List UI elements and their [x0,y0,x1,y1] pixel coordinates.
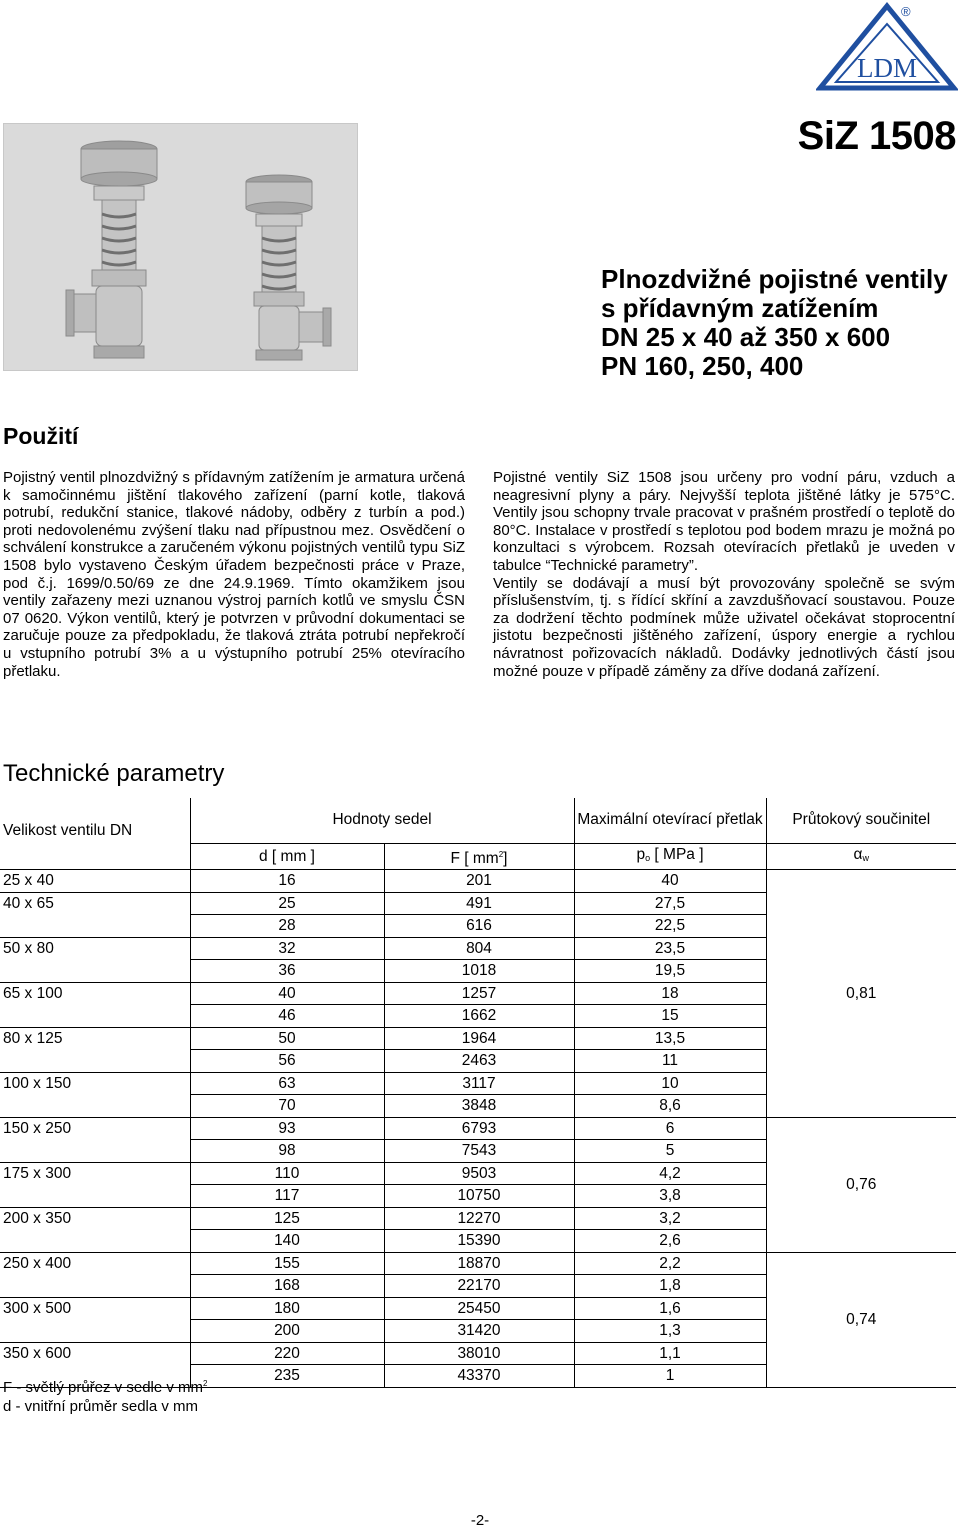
cell-d: 140 [190,1230,384,1253]
cell-F: 15390 [384,1230,574,1253]
col-size-header: Velikost ventilu DN [3,822,133,839]
cell-d: 93 [190,1117,384,1140]
col-flow-header: Průtokový součinitel [766,798,956,843]
unit-alpha-text: α [853,845,863,863]
cell-p: 1,1 [574,1342,766,1365]
cell-d: 32 [190,937,384,960]
tech-heading-text: Technické parametry [3,760,225,787]
cell-d: 125 [190,1207,384,1230]
usage-paragraph: Ventily se dodávají a musí být provozovány společně se svým příslušenstvím, tj. s řídící skříní a zavzdušňovací soustavou. Pouze za dodržení těchto podmínek může uživatel očekávat stoprocentní jistotu bezpečnosti jištěného zařízení, úspory energie a rychlou návratnost pořizovacích nákladů. Dodávky jednotlivých částí jsou možné pouze v případě záměny za dříve dodaná zařízení. [493,574,955,680]
cell-d: 98 [190,1140,384,1163]
subtitle-line: PN 160, 250, 400 [601,351,804,381]
product-photo [3,123,358,371]
cell-size: 25 x 40 [0,870,190,893]
unit-p-end: [ MPa ] [654,845,704,863]
page-number: -2- [470,1512,490,1529]
cell-size: 300 x 500 [0,1297,190,1342]
safety-valve-photo-icon [4,124,357,370]
logo-triangle-icon [816,2,958,92]
legend-F-sup: 2 [203,1379,208,1388]
tech-parameters-table [0,798,956,1388]
cell-p: 13,5 [574,1027,766,1050]
cell-p: 6 [574,1117,766,1140]
unit-F-text: F [ mm [450,849,499,867]
cell-p: 1,3 [574,1320,766,1343]
cell-d: 110 [190,1162,384,1185]
size-unit-cell [0,843,190,870]
cell-d: 180 [190,1297,384,1320]
table-legend [3,1374,208,1416]
cell-d: 63 [190,1072,384,1095]
cell-F: 7543 [384,1140,574,1163]
legend-d: d - vnitřní průměr sedla v mm [3,1398,199,1415]
cell-d: 40 [190,982,384,1005]
subtitle-line: s přídavným zatížením [601,293,879,323]
legend-F-text: F - světlý průřez v sedle v mm [3,1379,204,1396]
unit-F [384,843,574,870]
cell-F: 18870 [384,1252,574,1275]
unit-d: d [ mm ] [190,843,384,870]
cell-flow-coef: 0,74 [766,1252,956,1387]
cell-d: 168 [190,1275,384,1298]
logo-text: LDM [857,53,917,83]
registered-mark-icon: ® [901,4,911,19]
tech-heading [3,760,224,788]
cell-F: 201 [384,870,574,893]
cell-F: 43370 [384,1365,574,1388]
cell-F: 804 [384,937,574,960]
unit-p-text: p [636,845,646,863]
cell-d: 70 [190,1095,384,1118]
cell-p: 1 [574,1365,766,1388]
cell-d: 235 [190,1365,384,1388]
cell-p: 2,6 [574,1230,766,1253]
unit-p-sub: o [645,852,651,863]
cell-size: 40 x 65 [0,892,190,937]
cell-p: 27,5 [574,892,766,915]
cell-size: 80 x 125 [0,1027,190,1072]
cell-d: 117 [190,1185,384,1208]
legend-F [3,1374,208,1397]
cell-p: 8,6 [574,1095,766,1118]
unit-p [574,843,766,870]
cell-size: 200 x 350 [0,1207,190,1252]
table-units-row [0,843,956,870]
product-model-title: SiZ 1508 [797,114,956,158]
cell-size: 50 x 80 [0,937,190,982]
cell-F: 12270 [384,1207,574,1230]
cell-d: 50 [190,1027,384,1050]
cell-p: 3,8 [574,1185,766,1208]
cell-p: 22,5 [574,915,766,938]
cell-F: 31420 [384,1320,574,1343]
cell-F: 1662 [384,1005,574,1028]
cell-p: 15 [574,1005,766,1028]
cell-p: 40 [574,870,766,893]
cell-F: 25450 [384,1297,574,1320]
cell-p: 11 [574,1050,766,1073]
cell-F: 616 [384,915,574,938]
cell-p: 3,2 [574,1207,766,1230]
cell-d: 200 [190,1320,384,1343]
usage-heading: Použití [3,423,79,449]
cell-F: 1964 [384,1027,574,1050]
col-pressure-header: Maximální otevírací přetlak [574,798,766,843]
cell-size: 350 x 600 [0,1342,190,1387]
cell-size: 65 x 100 [0,982,190,1027]
cell-d: 16 [190,870,384,893]
usage-text-left [3,469,465,680]
unit-alpha [766,843,956,870]
cell-F: 22170 [384,1275,574,1298]
usage-paragraph: Pojistné ventily SiZ 1508 jsou určeny pro vodní páru, vzduch a neagresivní plyny a páry. Nejvyšší teplota jištěné látky je 575°C. Ventily jsou schopny trvale pracovat v prašném prostředí o teplotě do 80°C. Instalace v prostředí s teplotou pod bodem mrazu je možná po konzultaci s výrobcem. Rozsah otevíracích přetlaků je uveden v tabulce “Technické parametry”. [493,469,955,574]
cell-d: 36 [190,960,384,983]
unit-alpha-sub: w [862,852,869,863]
cell-p: 5 [574,1140,766,1163]
cell-d: 25 [190,892,384,915]
cell-d: 220 [190,1342,384,1365]
usage-text-right [493,469,955,680]
unit-F-sup: 2 [498,849,504,859]
cell-F: 3117 [384,1072,574,1095]
subtitle-line: Plnozdvižné pojistné ventily [601,264,948,294]
product-subtitle [601,265,948,381]
cell-F: 9503 [384,1162,574,1185]
subtitle-line: DN 25 x 40 až 350 x 600 [601,322,891,352]
cell-F: 3848 [384,1095,574,1118]
cell-flow-coef: 0,76 [766,1117,956,1252]
cell-p: 1,6 [574,1297,766,1320]
cell-p: 18 [574,982,766,1005]
ldm-logo [816,2,958,92]
cell-p: 2,2 [574,1252,766,1275]
cell-p: 1,8 [574,1275,766,1298]
cell-F: 6793 [384,1117,574,1140]
table-row [0,1117,956,1140]
cell-size: 250 x 400 [0,1252,190,1297]
cell-p: 10 [574,1072,766,1095]
cell-d: 46 [190,1005,384,1028]
cell-F: 1257 [384,982,574,1005]
cell-F: 491 [384,892,574,915]
cell-p: 4,2 [574,1162,766,1185]
cell-size: 100 x 150 [0,1072,190,1117]
cell-F: 10750 [384,1185,574,1208]
cell-p: 19,5 [574,960,766,983]
table-row [0,870,956,893]
cell-d: 155 [190,1252,384,1275]
cell-p: 23,5 [574,937,766,960]
cell-flow-coef: 0,81 [766,870,956,1118]
table-header-row [0,798,956,843]
usage-paragraph: Pojistný ventil plnozdvižný s přídavným zatížením je armatura určená k samočinnému jištění tlakového zařízení (parní kotle, tlaková potrubí, redukční stanice, tlakové nádoby, odběry z turbín a pod.) proti nedovolenému zvýšení tlaku nad přípustnou mez. Osvědčení o schválení konstrukce a zaručeném výkonu pojistných ventilů typu SiZ 1508 bylo vystaveno Českým úřadem bezpečnosti práce v Praze, pod č.j. 1699/0.50/69 ze dne 24.9.1969. Tímto okamžikem jsou ventily zařazeny mezi uznanou výstroj parních kotlů ve smyslu ČSN 07 0620. Výkon ventilů, který je potvrzen v průvodní dokumentaci se zaručuje pouze za předpokladu, že tlaková ztráta potrubí nepřekročí u vstupního potrubí 3% a u výstupního potrubí 25% otevíracího přetlaku. [3,469,465,680]
cell-F: 2463 [384,1050,574,1073]
tech-table-body [0,870,956,1388]
cell-size: 150 x 250 [0,1117,190,1162]
cell-F: 38010 [384,1342,574,1365]
cell-F: 1018 [384,960,574,983]
cell-size: 175 x 300 [0,1162,190,1207]
cell-d: 56 [190,1050,384,1073]
cell-d: 28 [190,915,384,938]
table-row [0,1252,956,1275]
col-seats-header: Hodnoty sedel [190,798,574,843]
unit-F-end: ] [503,849,508,867]
